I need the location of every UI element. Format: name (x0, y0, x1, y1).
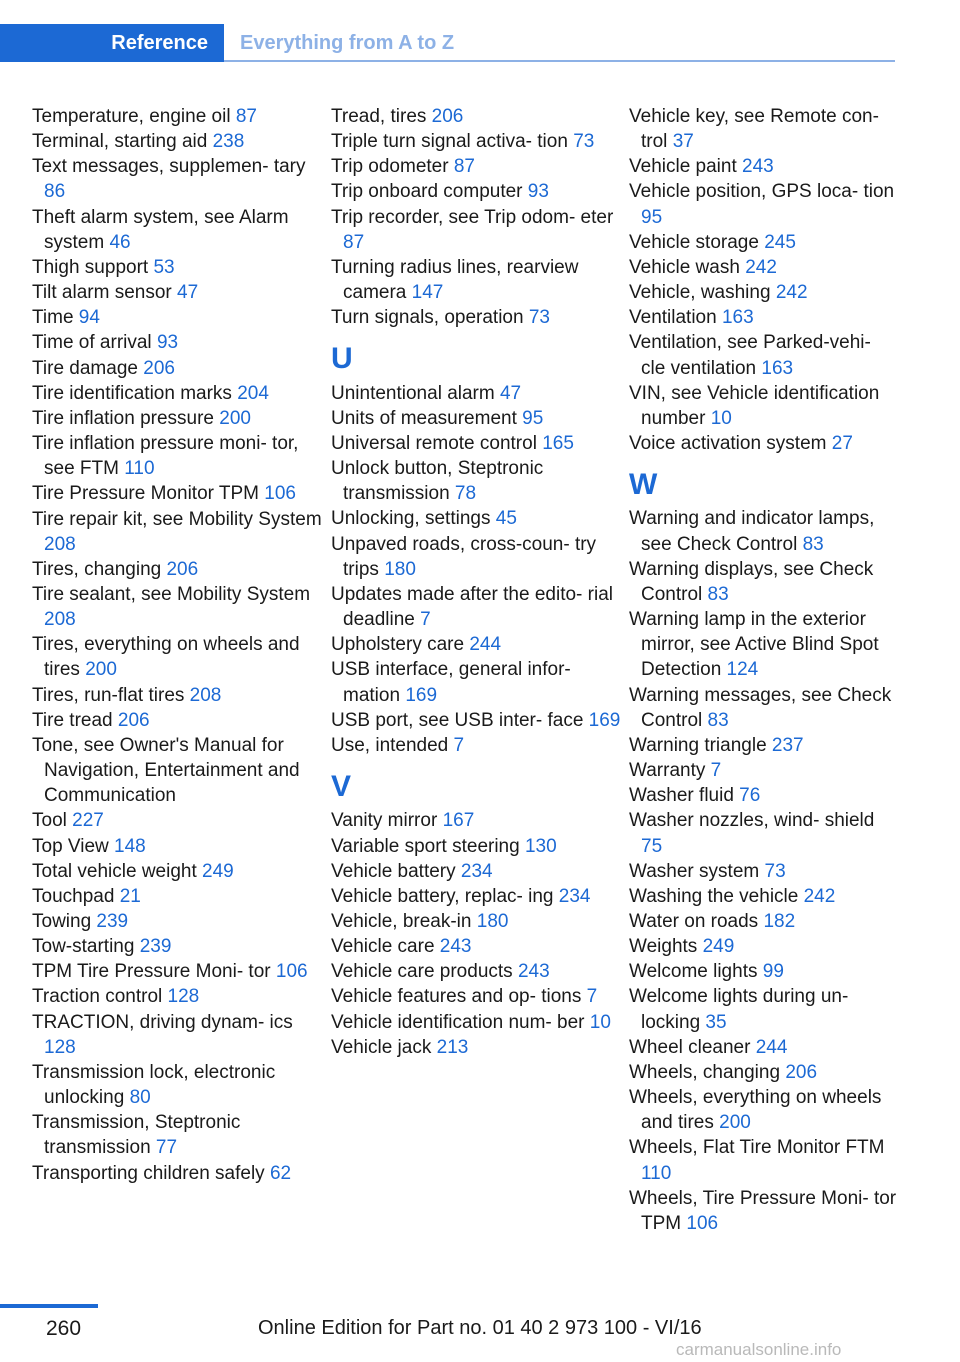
page-link[interactable]: 180 (476, 910, 509, 932)
index-term: Top View (32, 835, 115, 857)
index-term: Transporting children safely (32, 1162, 270, 1184)
page-link[interactable]: 180 (384, 558, 416, 580)
page-link[interactable]: 249 (202, 860, 234, 882)
index-entry (32, 129, 322, 154)
index-entry (32, 909, 322, 934)
index-entry (629, 557, 897, 607)
page-link[interactable]: 7 (586, 986, 598, 1008)
index-term: Turn signals, operation (331, 307, 529, 329)
index-term: Use, intended (331, 734, 454, 756)
index-term: Text messages, supplemen‐ tary (32, 156, 306, 178)
index-entry (331, 934, 621, 959)
index-term: Unintentional alarm (331, 382, 500, 404)
index-term: Vehicle wash (629, 256, 746, 278)
page-link[interactable]: 206 (431, 106, 464, 127)
index-entry (32, 205, 322, 255)
index-entry (629, 607, 897, 682)
index-term: Triple turn signal activa‐ tion (331, 131, 574, 153)
page-link[interactable]: 77 (155, 1137, 178, 1159)
section-letter: W (629, 468, 658, 502)
page-link[interactable]: 80 (129, 1087, 151, 1109)
index-entry (32, 381, 322, 406)
index-term: Time (32, 307, 79, 329)
index-entry (629, 783, 897, 808)
index-entry (331, 129, 621, 154)
index-entry (331, 305, 621, 330)
page-link[interactable]: 208 (44, 533, 76, 555)
index-term: USB port, see USB inter‐ face (331, 709, 589, 731)
index-column-1 (32, 104, 322, 1186)
page-link[interactable]: 99 (762, 961, 784, 983)
page-link[interactable]: 213 (436, 1036, 469, 1058)
page-link[interactable]: 243 (517, 961, 550, 983)
index-term: Tire sealant, see Mobility System (32, 583, 311, 605)
index-entry (629, 330, 897, 380)
index-term: Washer fluid (629, 785, 740, 807)
index-entry (331, 733, 621, 758)
index-entry (629, 959, 897, 984)
page-link[interactable]: 244 (469, 634, 502, 656)
index-entry (629, 506, 897, 556)
page-link[interactable]: 242 (803, 885, 836, 907)
page-link[interactable]: 148 (114, 835, 146, 857)
index-term: Washing the vehicle (629, 885, 804, 907)
header-rule (224, 60, 895, 62)
index-entry (32, 1161, 322, 1186)
index-entry (629, 154, 897, 179)
index-entry (629, 934, 897, 959)
index-entry (629, 808, 897, 858)
index-entry (331, 381, 621, 406)
index-term: Warranty (629, 760, 711, 782)
page-link[interactable]: 83 (707, 709, 729, 731)
index-term: Tires, everything on wheels and tires (32, 634, 300, 681)
page-link[interactable]: 200 (219, 407, 251, 429)
index-term: VIN, see Vehicle identification number (629, 382, 880, 429)
index-entry (32, 934, 322, 959)
index-term: Weights (629, 936, 703, 958)
index-entry (629, 984, 897, 1034)
index-entry (32, 808, 322, 833)
index-entry (331, 884, 621, 909)
page-link[interactable]: 147 (411, 282, 444, 304)
page-link[interactable]: 47 (499, 382, 522, 404)
index-entry (32, 481, 322, 506)
index-entry (331, 255, 621, 305)
index-term: Trip odometer (331, 156, 454, 178)
page-link[interactable]: 45 (495, 508, 517, 530)
index-term: Tool (32, 810, 73, 832)
page-link[interactable]: 237 (771, 734, 804, 756)
index-entry (629, 733, 897, 758)
index-term: Tow-starting (32, 936, 140, 958)
section-letter: V (331, 770, 352, 804)
index-term: Time of arrival (32, 332, 157, 354)
index-entry (629, 683, 897, 733)
index-term: Updates made after the edito‐ rial deadline (331, 583, 613, 631)
index-entry (32, 708, 322, 733)
index-entry (32, 406, 322, 431)
index-term: Vehicle, washing (629, 282, 776, 304)
index-entry (629, 104, 897, 154)
index-term: Vehicle position, GPS loca‐ tion (629, 181, 895, 203)
index-column-3 (629, 104, 897, 1236)
index-term: Tire damage (32, 357, 144, 379)
index-entry (32, 1010, 322, 1060)
index-entry (32, 330, 322, 355)
index-entry (32, 1110, 322, 1160)
index-entry (331, 506, 621, 531)
footer-accent-bar (0, 1304, 98, 1308)
index-entry (629, 179, 897, 229)
page-link[interactable]: 167 (442, 810, 475, 832)
index-term: Warning and indicator lamps, see Check Control (629, 508, 875, 555)
index-term: Theft alarm system, see Alarm system (32, 206, 289, 253)
index-term: Units of measurement (331, 407, 523, 429)
page-link[interactable]: 87 (343, 231, 365, 253)
index-entry (32, 959, 322, 984)
page-link[interactable]: 87 (453, 156, 475, 178)
index-entry (32, 507, 322, 557)
page-link[interactable]: 206 (166, 558, 199, 580)
chapter-title: Everything from A to Z (240, 32, 455, 54)
page-link[interactable]: 239 (96, 911, 129, 932)
page-link[interactable]: 21 (119, 885, 141, 907)
page-link[interactable]: 249 (702, 936, 735, 958)
index-term: TPM Tire Pressure Moni‐ tor (32, 961, 276, 983)
page-link[interactable]: 53 (153, 256, 175, 278)
index-entry (32, 1060, 322, 1110)
index-entry (32, 431, 322, 481)
page-link[interactable]: 47 (177, 282, 199, 304)
index-term: Variable sport steering (331, 835, 525, 857)
index-term: Warning triangle (629, 734, 772, 756)
page-link[interactable]: 10 (589, 1011, 611, 1033)
index-term: Tread, tires (331, 106, 432, 127)
index-entry (629, 381, 897, 431)
page-link[interactable]: 94 (78, 307, 100, 329)
index-entry (629, 431, 897, 456)
page-link[interactable]: 7 (710, 760, 722, 782)
index-term: Wheels, changing (629, 1061, 786, 1083)
index-term: Turning radius lines, rearview camera (331, 256, 579, 304)
index-term: Upholstery care (331, 634, 470, 656)
page-link[interactable]: 73 (528, 307, 550, 329)
index-entry (331, 104, 621, 129)
index-term: Water on roads (629, 910, 764, 932)
index-term: Touchpad (32, 885, 120, 907)
page-link[interactable]: 7 (420, 609, 431, 631)
page-link[interactable]: 93 (156, 332, 179, 354)
index-entry (32, 632, 322, 682)
index-entry (629, 1085, 897, 1135)
index-entry (32, 557, 322, 582)
index-entry (32, 255, 322, 280)
page-link[interactable]: 245 (764, 231, 796, 253)
index-entry (629, 758, 897, 783)
index-entry (32, 834, 322, 859)
page-link[interactable]: 7 (453, 734, 465, 756)
index-term: Vehicle key, see Remote con‐ trol (629, 106, 879, 153)
page-link[interactable]: 73 (573, 131, 595, 153)
index-entry (331, 179, 621, 204)
page-link[interactable]: 206 (143, 357, 175, 379)
index-entry (331, 708, 621, 733)
index-term: Vehicle care products (331, 961, 518, 983)
page-link[interactable]: 110 (641, 1162, 672, 1184)
index-term: Trip onboard computer (331, 181, 528, 203)
index-entry (331, 431, 621, 456)
page-link[interactable]: 200 (719, 1112, 751, 1134)
index-entry (331, 959, 621, 984)
index-term: Warning messages, see Check Control (629, 684, 892, 731)
page-link[interactable]: 93 (527, 181, 549, 203)
index-term: Voice activation system (629, 433, 832, 455)
page-link[interactable]: 76 (739, 785, 761, 807)
edition-note: Online Edition for Part no. 01 40 2 973 100 - VI/16 (258, 1317, 702, 1339)
index-entry (331, 1035, 621, 1060)
index-term: Towing (32, 911, 97, 932)
page-link[interactable]: 208 (44, 609, 76, 631)
index-entry (331, 205, 621, 255)
index-entry (331, 456, 621, 506)
index-entry (629, 255, 897, 280)
index-term: Trip recorder, see Trip odom‐ eter (331, 206, 614, 228)
index-entry (331, 406, 621, 431)
page-header (0, 24, 895, 62)
index-entry (331, 834, 621, 859)
page-link[interactable]: 106 (686, 1212, 719, 1234)
index-term: Total vehicle weight (32, 860, 203, 882)
index-entry (331, 582, 621, 632)
index-term: Vehicle battery, replac‐ ing (331, 885, 559, 907)
page-link[interactable]: 83 (802, 533, 824, 555)
page-link[interactable]: 244 (755, 1036, 788, 1058)
index-term: USB interface, general infor‐ mation (331, 659, 571, 706)
page-link[interactable]: 227 (72, 810, 104, 832)
page-link[interactable]: 238 (212, 131, 245, 153)
index-entry (331, 632, 621, 657)
page-link[interactable]: 200 (85, 659, 117, 681)
index-term: Tone, see Owner's Manual for Navigation, Entertainment and Communication (32, 734, 300, 807)
index-term: Unlocking, settings (331, 508, 496, 530)
index-term: Vehicle identification num‐ ber (331, 1011, 590, 1033)
index-term: Washer nozzles, wind‐ shield (629, 810, 875, 832)
page-link[interactable]: 204 (237, 382, 269, 404)
page-link[interactable]: 242 (775, 282, 808, 304)
index-term: Tires, run-flat tires (32, 684, 190, 706)
page-number: 260 (46, 1317, 82, 1340)
page-link[interactable]: 83 (707, 583, 729, 605)
index-entry (32, 154, 322, 204)
index-term: Tire tread (32, 709, 118, 731)
page-link[interactable]: 75 (641, 835, 663, 857)
page-link[interactable]: 208 (189, 684, 222, 706)
index-entry (32, 984, 322, 1009)
index-term: Ventilation, see Parked-vehi‐ cle ventilation (629, 332, 871, 379)
index-term: Ventilation (629, 307, 722, 329)
index-term: Wheels, everything on wheels and tires (629, 1087, 882, 1134)
index-term: Wheel cleaner (629, 1036, 756, 1058)
index-entry (629, 1035, 897, 1060)
page-link[interactable]: 128 (44, 1036, 76, 1058)
index-entry (32, 884, 322, 909)
index-entry (32, 280, 322, 305)
index-term: Traction control (32, 986, 168, 1008)
page-link[interactable]: 243 (439, 936, 472, 958)
index-term: Vehicle care (331, 936, 440, 958)
index-entry (331, 657, 621, 707)
index-term: Universal remote control (331, 433, 543, 455)
page-link[interactable]: 87 (235, 106, 257, 127)
page-link[interactable]: 206 (117, 709, 150, 731)
index-entry (629, 909, 897, 934)
index-term: Terminal, starting aid (32, 131, 213, 153)
index-term: TRACTION, driving dynam‐ ics (32, 1011, 293, 1033)
index-entry (331, 984, 621, 1009)
index-term: Transmission lock, electronic unlocking (32, 1061, 276, 1109)
index-entry (331, 1010, 621, 1035)
index-term: Vehicle storage (629, 231, 765, 253)
index-term: Tire identification marks (32, 382, 238, 404)
index-entry (32, 859, 322, 884)
index-entry (629, 884, 897, 909)
index-entry (32, 582, 322, 632)
page-link[interactable]: 124 (726, 659, 759, 681)
index-term: Transmission, Steptronic transmission (32, 1112, 241, 1159)
page-link[interactable]: 242 (745, 256, 777, 278)
page-link[interactable]: 106 (275, 961, 308, 983)
index-term: Temperature, engine oil (32, 106, 236, 127)
page-link[interactable]: 95 (641, 206, 663, 228)
index-term: Tires, changing (32, 558, 167, 580)
page-link[interactable]: 163 (721, 307, 754, 329)
page-link[interactable]: 62 (269, 1162, 292, 1184)
index-entry (331, 154, 621, 179)
index-entry (331, 909, 621, 934)
index-term: Wheels, Tire Pressure Moni‐ tor TPM (629, 1187, 897, 1234)
index-term: Vanity mirror (331, 810, 443, 832)
index-term: Tire repair kit, see Mobility System (32, 508, 322, 530)
index-entry (32, 683, 322, 708)
index-entry (629, 1186, 897, 1236)
index-term: Tire inflation pressure moni‐ tor, see FTM (32, 433, 299, 480)
index-term: Vehicle, break-in (331, 910, 477, 932)
page-link[interactable]: 206 (785, 1061, 818, 1083)
index-term: Thigh support (32, 256, 154, 278)
index-term: Vehicle jack (331, 1036, 437, 1058)
page-link[interactable]: 169 (405, 684, 438, 706)
watermark: carmanualsonline.info (676, 1340, 842, 1359)
index-term: Welcome lights during un‐ locking (629, 986, 849, 1033)
page-link[interactable]: 78 (454, 483, 477, 505)
index-term: Vehicle features and op‐ tions (331, 986, 587, 1008)
page-link[interactable]: 234 (460, 860, 493, 882)
section-letter: U (331, 342, 353, 376)
index-entry (32, 356, 322, 381)
page-link[interactable]: 35 (705, 1011, 727, 1033)
page-link[interactable]: 128 (167, 986, 200, 1008)
page-link[interactable]: 110 (124, 458, 155, 480)
page-link[interactable]: 165 (542, 433, 574, 455)
index-term: Welcome lights (629, 961, 763, 983)
index-term: Tilt alarm sensor (32, 282, 177, 304)
page-link[interactable]: 10 (710, 407, 732, 429)
index-entry (629, 230, 897, 255)
page-link[interactable]: 182 (763, 910, 796, 932)
index-term: Unlock button, Steptronic transmission (331, 458, 544, 505)
index-entry (629, 280, 897, 305)
page-link[interactable]: 234 (558, 885, 591, 907)
index-term: Tire inflation pressure (32, 407, 220, 429)
page-link[interactable]: 239 (139, 936, 172, 958)
index-entry (629, 1060, 897, 1085)
index-term: Washer system (629, 860, 765, 882)
index-term: Vehicle battery (331, 860, 461, 882)
page-link[interactable]: 169 (588, 709, 621, 731)
section-tab: Reference (0, 24, 224, 62)
page-link[interactable]: 37 (672, 131, 694, 153)
index-entry (629, 1135, 897, 1185)
index-entry (331, 808, 621, 833)
index-term: Wheels, Flat Tire Monitor FTM (629, 1137, 885, 1159)
index-term: Warning lamp in the exterior mirror, see Active Blind Spot Detection (629, 609, 879, 681)
index-term: Unpaved roads, cross-coun‐ try trips (331, 533, 597, 580)
index-entry (32, 733, 322, 808)
index-term: Tire Pressure Monitor TPM (32, 483, 265, 505)
page-link[interactable]: 163 (761, 357, 794, 379)
index-term: Vehicle paint (629, 156, 743, 178)
page-link[interactable]: 243 (742, 156, 774, 178)
page-link[interactable]: 86 (44, 181, 66, 203)
page-link[interactable]: 106 (264, 483, 296, 505)
index-entry (331, 859, 621, 884)
index-entry (629, 859, 897, 884)
page-link[interactable]: 73 (764, 860, 786, 882)
page-link[interactable]: 27 (831, 433, 853, 455)
index-entry (32, 305, 322, 330)
page-link[interactable]: 46 (109, 231, 131, 253)
page-link[interactable]: 130 (524, 835, 557, 857)
index-column-2 (331, 104, 621, 1060)
index-entry (331, 532, 621, 582)
index-entry (629, 305, 897, 330)
index-entry (32, 104, 322, 129)
page-link[interactable]: 95 (522, 407, 544, 429)
index-term: Warning displays, see Check Control (629, 558, 874, 605)
